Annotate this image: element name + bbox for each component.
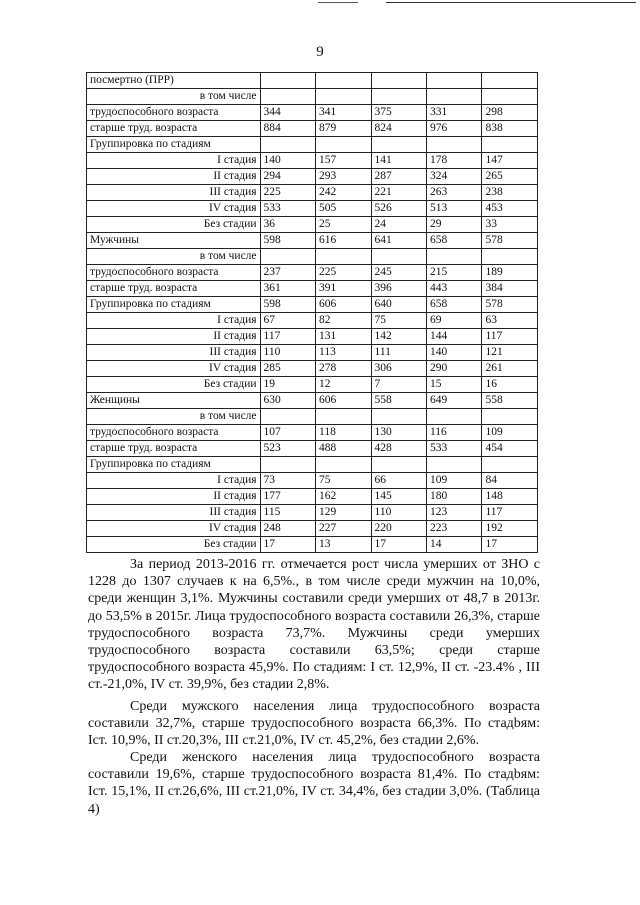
row-label: IV стадия [87,201,261,217]
value-cell: 24 [371,217,426,233]
value-cell [371,249,426,265]
value-cell: 12 [316,377,371,393]
value-cell [260,89,315,105]
value-cell: 278 [316,361,371,377]
value-cell [426,137,481,153]
value-cell: 640 [371,297,426,313]
value-cell: 558 [482,393,538,409]
table-row [87,329,538,345]
value-cell: 84 [482,473,538,489]
value-cell: 113 [316,345,371,361]
row-label: трудоспособного возраста [87,425,261,441]
table-row [87,377,538,393]
value-cell: 578 [482,233,538,249]
value-cell: 145 [371,489,426,505]
value-cell: 15 [426,377,481,393]
row-label: старше труд. возраста [87,441,261,457]
value-cell: 215 [426,265,481,281]
row-label: Группировка по стадиям [87,137,261,153]
table-row [87,393,538,409]
value-cell: 453 [482,201,538,217]
value-cell: 341 [316,105,371,121]
paragraph-2 [88,698,540,750]
table-row [87,121,538,137]
row-label: трудоспособного возраста [87,265,261,281]
value-cell: 838 [482,121,538,137]
value-cell: 144 [426,329,481,345]
table-row [87,105,538,121]
value-cell [482,249,538,265]
table-row [87,137,538,153]
value-cell: 178 [426,153,481,169]
value-cell: 221 [371,185,426,201]
value-cell: 294 [260,169,315,185]
row-label: Без стадии [87,377,261,393]
mortality-table [86,72,538,553]
header-rule-short [318,2,358,3]
value-cell [371,409,426,425]
value-cell: 17 [371,537,426,553]
value-cell: 324 [426,169,481,185]
value-cell: 361 [260,281,315,297]
value-cell: 287 [371,169,426,185]
value-cell: 606 [316,393,371,409]
value-cell: 293 [316,169,371,185]
row-label: III стадия [87,505,261,521]
row-label: старше труд. возраста [87,281,261,297]
row-label: II стадия [87,489,261,505]
value-cell [260,457,315,473]
table-row [87,185,538,201]
row-label: I стадия [87,153,261,169]
value-cell: 117 [260,329,315,345]
table-row [87,505,538,521]
value-cell [482,457,538,473]
table-row [87,345,538,361]
row-label: Группировка по стадиям [87,457,261,473]
table-row [87,425,538,441]
page-number: 9 [316,44,324,60]
table-row [87,153,538,169]
value-cell: 117 [482,329,538,345]
value-cell: 13 [316,537,371,553]
table-row [87,457,538,473]
table-row [87,537,538,553]
value-cell: 513 [426,201,481,217]
table-row [87,409,538,425]
value-cell: 245 [371,265,426,281]
row-label: IV стадия [87,521,261,537]
value-cell: 148 [482,489,538,505]
row-label: Группировка по стадиям [87,297,261,313]
row-label: посмертно (ПРР) [87,73,261,89]
row-label: трудоспособного возраста [87,105,261,121]
value-cell: 63 [482,313,538,329]
value-cell [482,137,538,153]
value-cell: 488 [316,441,371,457]
table-row [87,473,538,489]
value-cell [426,249,481,265]
value-cell: 533 [426,441,481,457]
value-cell: 131 [316,329,371,345]
value-cell [316,409,371,425]
value-cell: 157 [316,153,371,169]
value-cell: 523 [260,441,315,457]
value-cell: 109 [482,425,538,441]
table-row [87,521,538,537]
value-cell: 73 [260,473,315,489]
value-cell: 824 [371,121,426,137]
value-cell [316,73,371,89]
value-cell [316,89,371,105]
value-cell: 658 [426,297,481,313]
value-cell: 265 [482,169,538,185]
table-row [87,441,538,457]
value-cell: 111 [371,345,426,361]
value-cell: 391 [316,281,371,297]
table-row [87,313,538,329]
value-cell [482,89,538,105]
value-cell: 879 [316,121,371,137]
paragraph-3 [88,749,540,818]
value-cell [482,73,538,89]
value-cell: 396 [371,281,426,297]
value-cell: 110 [371,505,426,521]
value-cell: 17 [482,537,538,553]
table-row [87,265,538,281]
value-cell: 298 [482,105,538,121]
value-cell: 242 [316,185,371,201]
value-cell: 344 [260,105,315,121]
value-cell [260,249,315,265]
value-cell: 454 [482,441,538,457]
value-cell: 147 [482,153,538,169]
value-cell [260,73,315,89]
value-cell: 117 [482,505,538,521]
table-row [87,361,538,377]
value-cell [426,457,481,473]
value-cell: 505 [316,201,371,217]
value-cell: 976 [426,121,481,137]
value-cell: 248 [260,521,315,537]
value-cell: 19 [260,377,315,393]
value-cell [482,409,538,425]
table-row [87,201,538,217]
value-cell: 14 [426,537,481,553]
value-cell [316,137,371,153]
value-cell: 123 [426,505,481,521]
paragraph-text: Среди мужского населения лица трудоспособного возраста составили 32,7%, старше трудоспособного возраста 66,3%. По стадbям: Iст. 10,9%, II ст.20,3%, III ст.21,0%, IV ст. 45,2%, без стадии 2,6%. [88,699,540,749]
value-cell: 162 [316,489,371,505]
value-cell: 33 [482,217,538,233]
row-label: IV стадия [87,361,261,377]
table-row [87,489,538,505]
value-cell: 16 [482,377,538,393]
value-cell: 223 [426,521,481,537]
value-cell: 67 [260,313,315,329]
value-cell: 225 [260,185,315,201]
value-cell: 36 [260,217,315,233]
value-cell [371,457,426,473]
value-cell: 180 [426,489,481,505]
value-cell: 263 [426,185,481,201]
header-rule [386,2,636,3]
table-body [87,73,538,553]
value-cell: 220 [371,521,426,537]
value-cell: 25 [316,217,371,233]
value-cell: 82 [316,313,371,329]
value-cell: 658 [426,233,481,249]
value-cell: 142 [371,329,426,345]
paragraph-text: Среди женского населения лица трудоспособного возраста составили 19,6%, старше трудоспособного возраста 81,4%. По стадbям: Iст. 15,1%, II ст.26,6%, III ст.21,0%, IV ст. 34,4%, без стадии 3,0%. (Таблица 4) [88,750,540,817]
value-cell: 17 [260,537,315,553]
row-label: Без стадии [87,217,261,233]
paragraph-text: За период 2013-2016 гг. отмечается рост числа умерших от ЗНО с 1228 до 1307 случаев к на 6,5%., в том числе среди мужчин на 10,0%, среди женщин 3,1%. Мужчины составили среди умерших от 48,7 в 2013г. до 53,5% в 2015г. Лица трудоспособного возраста составили 26,3%, старше трудоспособного возраста 73,7%. Мужчины среди умерших трудоспособного возраста составили 63,5%; среди старше трудоспособного возраста 45,9%. По стадиям: I ст. 12,9%, II ст. -23.4% , III ст.-21,0%, IV ст. 39,9%, без стадии 2,8%. [88,557,540,693]
table-row [87,249,538,265]
value-cell: 140 [426,345,481,361]
value-cell: 526 [371,201,426,217]
value-cell: 598 [260,297,315,313]
table-row [87,281,538,297]
value-cell: 121 [482,345,538,361]
row-label: Мужчины [87,233,261,249]
value-cell: 7 [371,377,426,393]
value-cell: 110 [260,345,315,361]
value-cell: 558 [371,393,426,409]
value-cell: 29 [426,217,481,233]
value-cell [260,137,315,153]
row-label: III стадия [87,185,261,201]
value-cell [316,457,371,473]
value-cell: 130 [371,425,426,441]
row-label: в том числе [87,409,261,425]
row-label: I стадия [87,313,261,329]
value-cell [426,73,481,89]
value-cell: 331 [426,105,481,121]
value-cell: 107 [260,425,315,441]
value-cell: 616 [316,233,371,249]
value-cell [260,409,315,425]
table-row [87,217,538,233]
value-cell: 141 [371,153,426,169]
value-cell: 641 [371,233,426,249]
value-cell: 69 [426,313,481,329]
table-row [87,297,538,313]
value-cell: 375 [371,105,426,121]
value-cell: 227 [316,521,371,537]
value-cell: 66 [371,473,426,489]
value-cell: 238 [482,185,538,201]
value-cell [426,409,481,425]
table-row [87,169,538,185]
value-cell [316,249,371,265]
row-label: в том числе [87,89,261,105]
row-label: старше труд. возраста [87,121,261,137]
paragraph-1 [88,556,540,694]
value-cell: 606 [316,297,371,313]
value-cell: 884 [260,121,315,137]
value-cell: 192 [482,521,538,537]
row-label: I стадия [87,473,261,489]
value-cell: 75 [316,473,371,489]
table-row [87,233,538,249]
row-label: III стадия [87,345,261,361]
value-cell: 285 [260,361,315,377]
value-cell: 261 [482,361,538,377]
value-cell [371,73,426,89]
value-cell: 109 [426,473,481,489]
table-row [87,89,538,105]
row-label: в том числе [87,249,261,265]
value-cell: 443 [426,281,481,297]
value-cell: 116 [426,425,481,441]
value-cell: 75 [371,313,426,329]
value-cell: 140 [260,153,315,169]
row-label: Женщины [87,393,261,409]
value-cell: 384 [482,281,538,297]
value-cell: 533 [260,201,315,217]
value-cell: 290 [426,361,481,377]
value-cell: 189 [482,265,538,281]
value-cell: 115 [260,505,315,521]
value-cell: 578 [482,297,538,313]
value-cell: 237 [260,265,315,281]
row-label: Без стадии [87,537,261,553]
value-cell [426,89,481,105]
value-cell: 649 [426,393,481,409]
row-label: II стадия [87,329,261,345]
value-cell: 306 [371,361,426,377]
value-cell [371,89,426,105]
value-cell: 598 [260,233,315,249]
value-cell: 225 [316,265,371,281]
value-cell: 177 [260,489,315,505]
table-row [87,73,538,89]
value-cell: 118 [316,425,371,441]
value-cell: 129 [316,505,371,521]
value-cell: 428 [371,441,426,457]
value-cell: 630 [260,393,315,409]
row-label: II стадия [87,169,261,185]
value-cell [371,137,426,153]
